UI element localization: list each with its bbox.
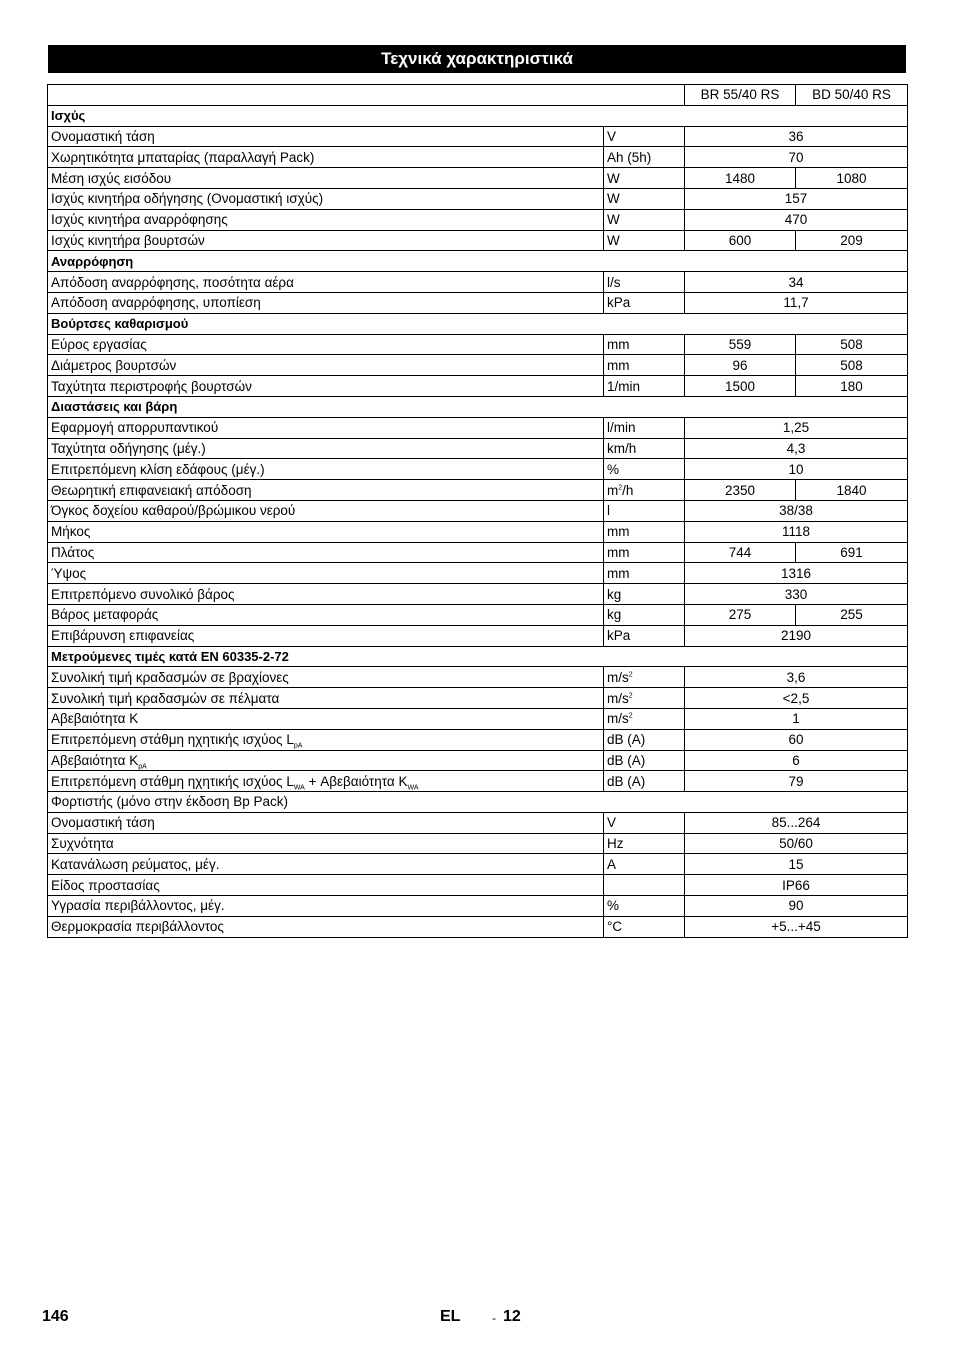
table-row — [48, 188, 908, 209]
unit-cell — [604, 542, 685, 563]
unit-cell — [604, 376, 685, 397]
parameter-label-cell — [48, 833, 604, 854]
unit: Ah (5h) — [607, 149, 652, 165]
unit: dB (A) — [607, 732, 646, 748]
section-page-number: 12 — [503, 1308, 521, 1325]
parameter-label: Ταχύτητα περιστροφής βουρτσών — [51, 378, 252, 394]
table-row — [48, 812, 908, 833]
value-cell-br: 96 — [685, 355, 796, 376]
unit: kg — [607, 586, 622, 602]
parameter-label-cell — [48, 916, 604, 937]
parameter-label-cell — [48, 729, 604, 750]
unit: W — [607, 170, 620, 186]
parameter-label-cell — [48, 355, 604, 376]
table-row — [48, 563, 908, 584]
unit-cell — [604, 355, 685, 376]
table-row — [48, 480, 908, 501]
value-cell-bd: 508 — [796, 355, 908, 376]
parameter-label: Επιβάρυνση επιφανείας — [51, 628, 195, 644]
value-cell-shared: +5...+45 — [685, 916, 908, 937]
parameter-label: Επιτρεπόμενη κλίση εδάφους (μέγ.) — [51, 461, 265, 477]
value-cell-shared: 34 — [685, 272, 908, 293]
table-row — [48, 230, 908, 251]
footer-dash: - — [492, 1311, 496, 1325]
parameter-label: Επιτρεπόμενη στάθμη ηχητικής ισχύος L — [51, 773, 294, 789]
section-row — [48, 251, 908, 272]
parameter-label-cell — [48, 563, 604, 584]
unit: mm — [607, 524, 630, 540]
unit-cell — [604, 563, 685, 584]
parameter-label: Όγκος δοχείου καθαρού/βρώμικου νερού — [51, 503, 296, 519]
unit-cell — [604, 833, 685, 854]
value-cell-bd: 1080 — [796, 168, 908, 189]
unit: Hz — [607, 836, 624, 852]
unit-superscript: 2 — [618, 484, 623, 492]
parameter-label: Ονομαστική τάση — [51, 128, 155, 144]
unit: % — [607, 461, 620, 477]
unit-superscript: 2 — [628, 712, 633, 720]
parameter-label: Μέση ισχύς εισόδου — [51, 170, 172, 186]
parameter-label: Ισχύς κινητήρα οδήγησης (Ονομαστική ισχύς) — [51, 191, 324, 207]
unit: kPa — [607, 295, 631, 311]
table-row — [48, 500, 908, 521]
value-cell-shared: 1,25 — [685, 417, 908, 438]
unit: m — [607, 482, 619, 498]
unit: kg — [607, 607, 622, 623]
unit-cell — [604, 147, 685, 168]
value-cell-shared: 157 — [685, 188, 908, 209]
table-row — [48, 875, 908, 896]
unit-cell — [604, 334, 685, 355]
value-cell-shared: 3,6 — [685, 667, 908, 688]
technical-data-table — [47, 84, 908, 938]
table-row — [48, 521, 908, 542]
value-cell-br: 600 — [685, 230, 796, 251]
parameter-label: Ταχύτητα οδήγησης (μέγ.) — [51, 440, 206, 456]
value-cell-shared: <2,5 — [685, 688, 908, 709]
parameter-label-cell — [48, 376, 604, 397]
table-row — [48, 272, 908, 293]
value-cell-shared: 330 — [685, 584, 908, 605]
section-heading: Βούρτσες καθαρισμού — [48, 313, 908, 334]
parameter-label: Ονομαστική τάση — [51, 815, 155, 831]
section-heading: Ισχύς — [48, 105, 908, 126]
unit-cell — [604, 708, 685, 729]
value-cell-shared: 4,3 — [685, 438, 908, 459]
parameter-label: Απόδοση αναρρόφησης, υποπίεση — [51, 295, 261, 311]
table-row — [48, 542, 908, 563]
unit: mm — [607, 544, 630, 560]
parameter-label: Αβεβαιότητα K — [51, 711, 139, 727]
parameter-label-cell — [48, 126, 604, 147]
parameter-label-cell — [48, 688, 604, 709]
page-number: 146 — [42, 1308, 69, 1325]
table-row — [48, 708, 908, 729]
value-cell-bd: 255 — [796, 604, 908, 625]
value-cell-br: 2350 — [685, 480, 796, 501]
table-row — [48, 584, 908, 605]
value-cell-shared: 1118 — [685, 521, 908, 542]
unit-cell — [604, 126, 685, 147]
parameter-label-cell — [48, 542, 604, 563]
unit: kPa — [607, 628, 631, 644]
parameter-label-cell — [48, 147, 604, 168]
table-header-row — [48, 85, 908, 106]
unit-cell — [604, 750, 685, 771]
parameter-label: Εύρος εργασίας — [51, 336, 147, 352]
parameter-label-cell — [48, 292, 604, 313]
table-row — [48, 417, 908, 438]
table-row — [48, 688, 908, 709]
table-row — [48, 459, 908, 480]
table-row — [48, 750, 908, 771]
section-heading: Αναρρόφηση — [48, 251, 908, 272]
unit: W — [607, 232, 620, 248]
unit-cell — [604, 272, 685, 293]
parameter-label: Εφαρμογή απορρυπαντικού — [51, 420, 219, 436]
table-row — [48, 896, 908, 917]
unit: m/s — [607, 690, 629, 706]
parameter-label: Συχνότητα — [51, 836, 114, 852]
unit: °C — [607, 919, 623, 935]
unit: W — [607, 191, 620, 207]
unit-cell — [604, 812, 685, 833]
parameter-label-cell — [48, 417, 604, 438]
parameter-label: Βάρος μεταφοράς — [51, 607, 159, 623]
section-row — [48, 396, 908, 417]
parameter-label: Είδος προστασίας — [51, 877, 160, 893]
table-row — [48, 209, 908, 230]
parameter-label-cell — [48, 771, 604, 792]
unit: V — [607, 815, 617, 831]
table-row — [48, 168, 908, 189]
table-row — [48, 729, 908, 750]
model-header-br: BR 55/40 RS — [685, 85, 796, 106]
unit: % — [607, 898, 620, 914]
value-cell-bd: 209 — [796, 230, 908, 251]
label-subscript: pA — [138, 763, 147, 771]
value-cell-br: 744 — [685, 542, 796, 563]
parameter-label: Επιτρεπόμενο συνολικό βάρος — [51, 586, 235, 602]
value-cell-br: 275 — [685, 604, 796, 625]
parameter-label: Θερμοκρασία περιβάλλοντος — [51, 919, 224, 935]
parameter-label: Κατανάλωση ρεύματος, μέγ. — [51, 856, 220, 872]
model-header-bd: BD 50/40 RS — [796, 85, 908, 106]
parameter-label: Συνολική τιμή κραδασμών σε πέλματα — [51, 690, 280, 706]
unit-cell — [604, 625, 685, 646]
value-cell-bd: 691 — [796, 542, 908, 563]
parameter-label-cell — [48, 438, 604, 459]
parameter-label: Χωρητικότητα μπαταρίας (παραλλαγή Pack) — [51, 149, 315, 165]
parameter-label-cell — [48, 272, 604, 293]
section-heading: Φορτιστής (μόνο στην έκδοση Bp Pack) — [48, 792, 908, 813]
value-cell-shared: 90 — [685, 896, 908, 917]
parameter-label-cell — [48, 188, 604, 209]
value-cell-shared: 60 — [685, 729, 908, 750]
parameter-label-cell — [48, 209, 604, 230]
parameter-label-cell — [48, 708, 604, 729]
unit: m/s — [607, 669, 629, 685]
unit: dB (A) — [607, 773, 646, 789]
unit: mm — [607, 357, 630, 373]
value-cell-shared: 50/60 — [685, 833, 908, 854]
parameter-label-cell — [48, 230, 604, 251]
parameter-label-cell — [48, 750, 604, 771]
parameter-label-cell — [48, 667, 604, 688]
unit: m/s — [607, 711, 629, 727]
value-cell-br: 1500 — [685, 376, 796, 397]
section-heading: Μετρούμενες τιμές κατά EN 60335-2-72 — [48, 646, 908, 667]
unit: mm — [607, 336, 630, 352]
unit: W — [607, 212, 620, 228]
table-row — [48, 625, 908, 646]
unit-cell — [604, 854, 685, 875]
label-subscript: WA — [293, 784, 305, 792]
value-cell-bd: 180 — [796, 376, 908, 397]
parameter-label-cell — [48, 625, 604, 646]
parameter-label: Επιτρεπόμενη στάθμη ηχητικής ισχύος L — [51, 732, 294, 748]
table-row — [48, 771, 908, 792]
parameter-label-cell — [48, 334, 604, 355]
unit-cell — [604, 230, 685, 251]
unit-superscript: 2 — [628, 671, 633, 679]
parameter-label-cell — [48, 459, 604, 480]
parameter-label: Πλάτος — [51, 544, 95, 560]
table-row — [48, 147, 908, 168]
value-cell-shared: 70 — [685, 147, 908, 168]
parameter-label-cell — [48, 812, 604, 833]
unit-cell — [604, 168, 685, 189]
parameter-label: Απόδοση αναρρόφησης, ποσότητα αέρα — [51, 274, 294, 290]
parameter-label-cell — [48, 584, 604, 605]
parameter-label: Ισχύς κινητήρα αναρρόφησης — [51, 212, 228, 228]
parameter-label-cell — [48, 875, 604, 896]
value-cell-br: 559 — [685, 334, 796, 355]
unit-cell — [604, 688, 685, 709]
parameter-label: Μήκος — [51, 524, 91, 540]
unit-cell — [604, 438, 685, 459]
parameter-label: Αβεβαιότητα K — [51, 752, 139, 768]
section-row — [48, 646, 908, 667]
unit: 1/min — [607, 378, 641, 394]
unit: A — [607, 856, 617, 872]
page-title: Τεχνικά χαρακτηριστικά — [48, 45, 906, 73]
value-cell-br: 1480 — [685, 168, 796, 189]
value-cell-bd: 508 — [796, 334, 908, 355]
value-cell-shared: 470 — [685, 209, 908, 230]
unit-superscript: 2 — [628, 692, 633, 699]
parameter-label-cell — [48, 168, 604, 189]
parameter-label-cell — [48, 854, 604, 875]
unit: l — [607, 503, 610, 519]
value-cell-shared: 2190 — [685, 625, 908, 646]
unit-cell — [604, 875, 685, 896]
unit-cell — [604, 417, 685, 438]
parameter-label-continued: + Αβεβαιότητα K — [304, 773, 408, 789]
unit-cell — [604, 667, 685, 688]
parameter-label-cell — [48, 500, 604, 521]
value-cell-shared: 36 — [685, 126, 908, 147]
parameter-label-cell — [48, 604, 604, 625]
value-cell-shared: 1 — [685, 708, 908, 729]
table-row — [48, 604, 908, 625]
value-cell-shared: 85...264 — [685, 812, 908, 833]
table-row — [48, 916, 908, 937]
value-cell-shared: 15 — [685, 854, 908, 875]
parameter-label: Υγρασία περιβάλλοντος, μέγ. — [51, 898, 225, 914]
value-cell-shared: 10 — [685, 459, 908, 480]
value-cell-bd: 1840 — [796, 480, 908, 501]
table-row — [48, 667, 908, 688]
value-cell-shared: 38/38 — [685, 500, 908, 521]
section-row — [48, 313, 908, 334]
value-cell-shared: 11,7 — [685, 292, 908, 313]
table-row — [48, 833, 908, 854]
unit: mm — [607, 565, 630, 581]
unit-cell — [604, 459, 685, 480]
unit-cell — [604, 604, 685, 625]
unit-cell — [604, 521, 685, 542]
table-row — [48, 355, 908, 376]
parameter-label: Ισχύς κινητήρα βουρτσών — [51, 232, 205, 248]
section-row — [48, 105, 908, 126]
unit: V — [607, 128, 617, 144]
unit-cell — [604, 480, 685, 501]
unit-cell — [604, 729, 685, 750]
label-subscript: WA — [407, 784, 419, 792]
parameter-label-cell — [48, 521, 604, 542]
value-cell-shared: 6 — [685, 750, 908, 771]
table-row — [48, 376, 908, 397]
parameter-label: Ύψος — [51, 565, 87, 581]
unit: dB (A) — [607, 752, 646, 768]
unit-cell — [604, 209, 685, 230]
value-cell-shared: IP66 — [685, 875, 908, 896]
parameter-label-cell — [48, 480, 604, 501]
value-cell-shared: 1316 — [685, 563, 908, 584]
unit-cell — [604, 916, 685, 937]
value-cell-shared: 79 — [685, 771, 908, 792]
section-heading: Διαστάσεις και βάρη — [48, 396, 908, 417]
unit-suffix: /h — [622, 482, 634, 498]
section-row — [48, 792, 908, 813]
table-row — [48, 292, 908, 313]
unit: l/min — [607, 420, 636, 436]
unit-cell — [604, 896, 685, 917]
table-row — [48, 854, 908, 875]
unit-cell — [604, 771, 685, 792]
language-code: EL — [440, 1308, 461, 1325]
unit: km/h — [607, 440, 637, 456]
unit-cell — [604, 500, 685, 521]
unit-cell — [604, 584, 685, 605]
parameter-label: Διάμετρος βουρτσών — [51, 357, 177, 373]
table-row — [48, 334, 908, 355]
label-subscript: pA — [293, 742, 303, 750]
parameter-label-cell — [48, 896, 604, 917]
unit-cell — [604, 292, 685, 313]
table-row — [48, 438, 908, 459]
parameter-label: Θεωρητική επιφανειακή απόδοση — [51, 482, 252, 498]
unit: l/s — [607, 274, 621, 290]
parameter-label: Συνολική τιμή κραδασμών σε βραχίονες — [51, 669, 289, 685]
header-blank-cell — [48, 85, 685, 106]
unit-cell — [604, 188, 685, 209]
table-row — [48, 126, 908, 147]
